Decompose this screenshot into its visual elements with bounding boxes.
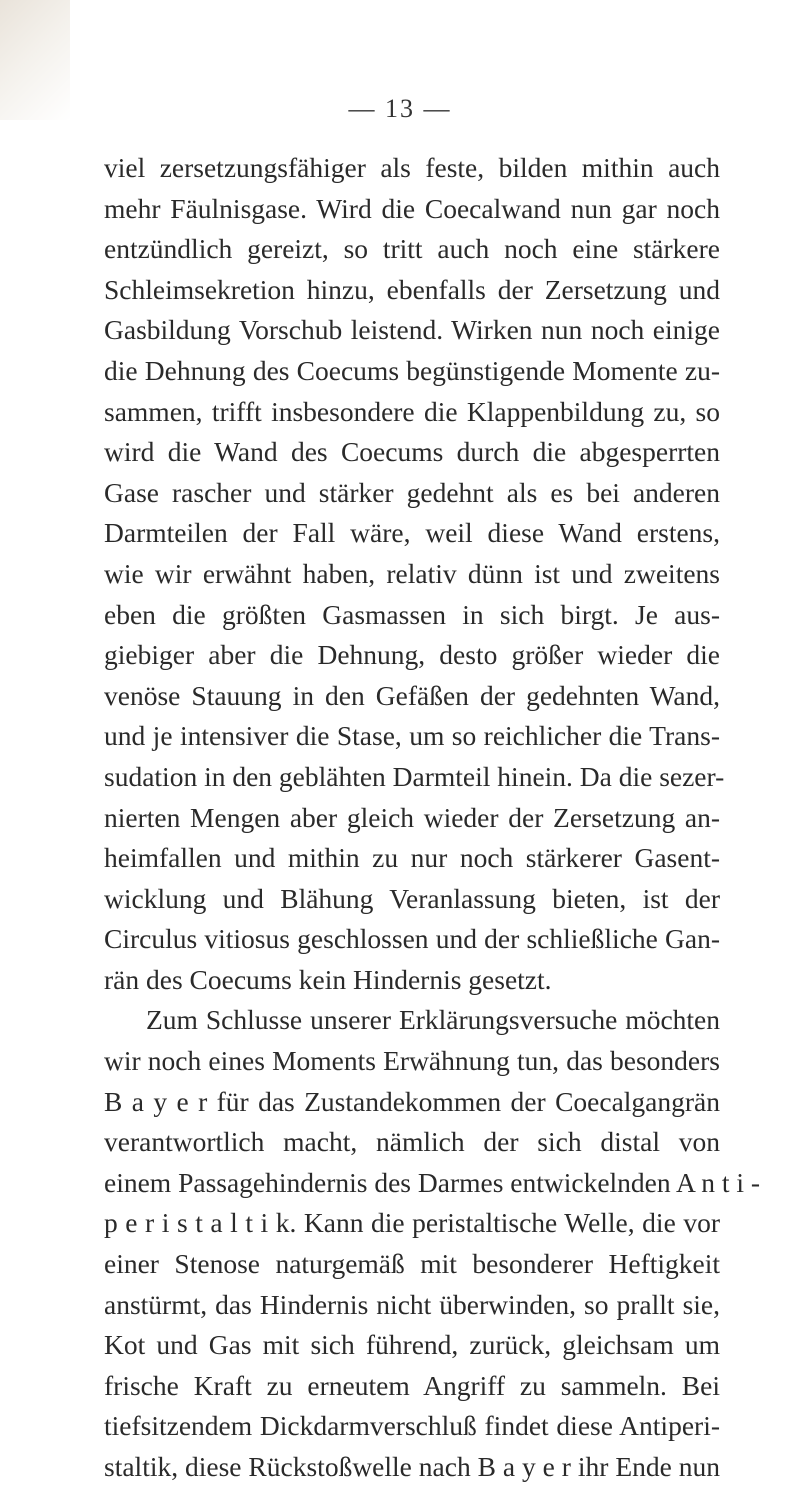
text-line: anstürmt, das Hindernis nicht überwinden, so prallt sie, xyxy=(104,1288,720,1320)
paragraph-first-line: Zum Schlusse unserer Erklärungsversuche möchten xyxy=(146,1004,720,1036)
paragraph-last-line: rän des Coecums kein Hindernis gesetzt. xyxy=(104,963,552,995)
text-line: viel zersetzungsfähiger als feste, bilden mithin auch xyxy=(104,152,720,183)
text-line: Kot und Gas mit sich führend, zurück, gleichsam um xyxy=(104,1329,720,1361)
text-line: einer Stenose naturgemäß mit besonderer Heftigkeit xyxy=(104,1248,720,1280)
text-line: B a y e r für das Zustandekommen der Coecalgangrän xyxy=(104,1085,720,1117)
text-line: einem Passagehindernis des Darmes entwickelnden A n t i - xyxy=(104,1166,761,1198)
text-line: nierten Mengen aber gleich wieder der Zersetzung an- xyxy=(104,801,720,833)
text-line: Darmteilen der Fall wäre, weil diese Wand erstens, xyxy=(104,517,720,549)
text-line: wird die Wand des Coecums durch die abgesperrten xyxy=(104,436,720,468)
text-line: sudation in den geblähten Darmteil hinein. Da die sezer- xyxy=(104,760,725,792)
body-text xyxy=(104,148,761,1488)
text-line: wie wir erwähnt haben, relativ dünn ist und zweitens xyxy=(104,557,720,589)
page-number: — 13 — xyxy=(348,94,452,123)
text-line: frische Kraft zu erneutem Angriff zu sammeln. Bei xyxy=(104,1369,720,1401)
text-line: entzündlich gereizt, so tritt auch noch eine stärkere xyxy=(104,233,720,265)
text-line: und je intensiver die Stase, um so reichlicher die Trans- xyxy=(104,720,720,752)
text-line: die Dehnung des Coecums begünstigende Momente zu- xyxy=(104,354,720,386)
text-line: Gase rascher und stärker gedehnt als es bei anderen xyxy=(104,476,720,508)
text-line: eben die größten Gasmassen in sich birgt. Je aus- xyxy=(104,598,720,630)
text-line: venöse Stauung in den Gefäßen der gedehnten Wand, xyxy=(104,679,720,711)
text-line: Gasbildung Vorschub leistend. Wirken nun noch einige xyxy=(104,314,720,346)
text-line: wir noch eines Moments Erwähnung tun, das besonders xyxy=(104,1045,720,1077)
text-line: p e r i s t a l t i k. Kann die peristaltische Welle, die vor xyxy=(104,1207,720,1239)
text-line: sammen, trifft insbesondere die Klappenbildung zu, so xyxy=(104,395,720,427)
text-line: verantwortlich macht, nämlich der sich distal von xyxy=(104,1126,720,1158)
text-line: staltik, diese Rückstoßwelle nach B a y e r ihr Ende nun xyxy=(104,1451,720,1482)
text-line: giebiger aber die Dehnung, desto größer wieder die xyxy=(104,639,720,671)
text-line: wicklung und Blähung Veranlassung bieten, ist der xyxy=(104,882,720,914)
text-line: Circulus vitiosus geschlossen und der schließliche Gan- xyxy=(104,923,720,955)
text-line: heimfallen und mithin zu nur noch stärkerer Gasent- xyxy=(104,842,720,874)
text-line: Schleimsekretion hinzu, ebenfalls der Zersetzung und xyxy=(104,273,720,305)
text-line: mehr Fäulnisgase. Wird die Coecalwand nun gar noch xyxy=(104,192,720,224)
text-line: tiefsitzendem Dickdarmverschluß findet diese Antiperi- xyxy=(104,1410,720,1442)
